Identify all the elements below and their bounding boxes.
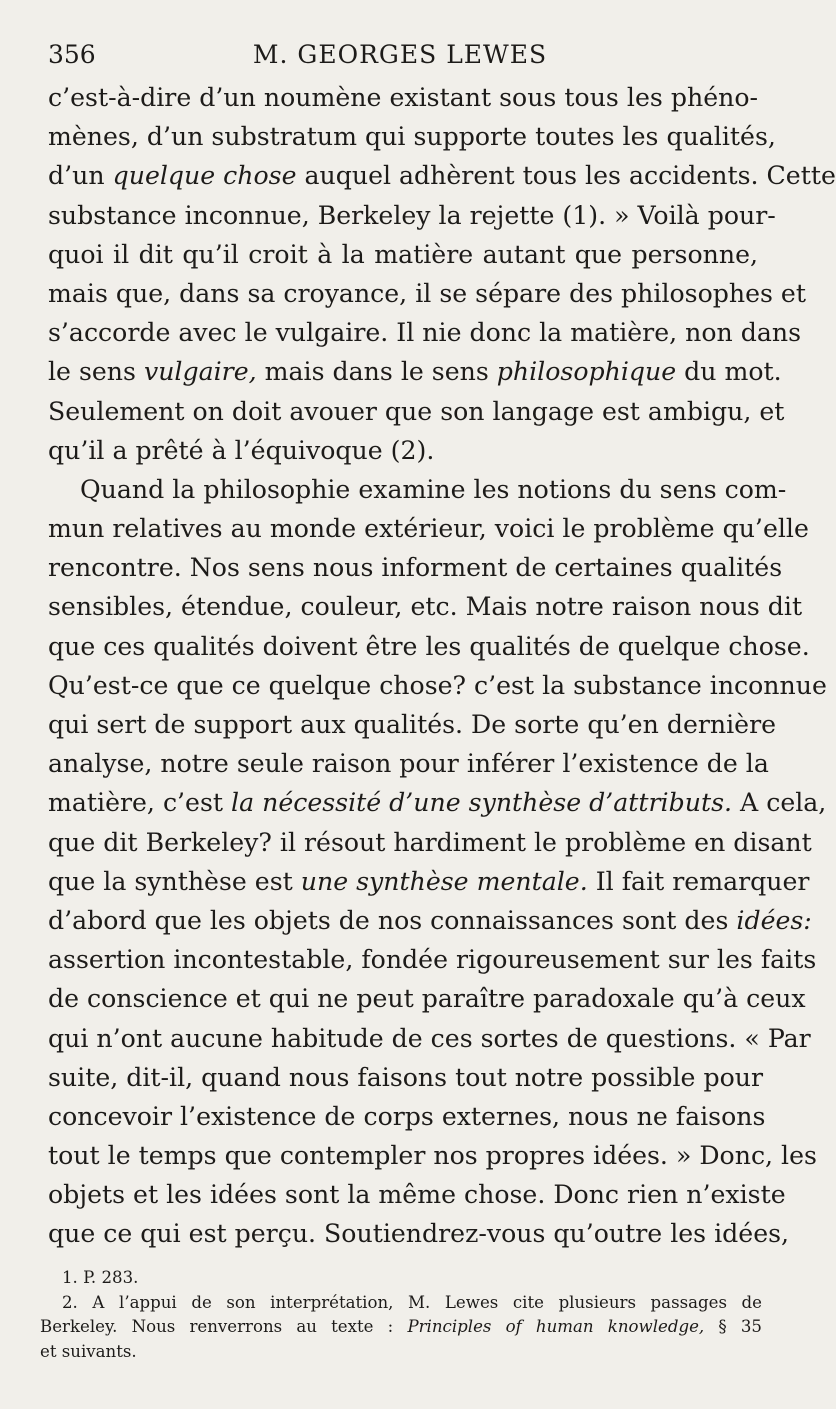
italic-phrase: la nécessité d’une synthèse d’attributs. <box>231 788 733 818</box>
text-line: que la synthèse est une synthèse mentale. Il fait remarquer <box>48 866 810 896</box>
text-line: d’abord que les objets de nos connaissances sont des idées: <box>48 905 812 935</box>
text-line: substance inconnue, Berkeley la rejette (1). » Voilà pour- <box>48 200 776 230</box>
text-line: le sens vulgaire, mais dans le sens philosophique du mot. <box>48 357 782 387</box>
body-text <box>48 78 836 1254</box>
text-line: s’accorde avec le vulgaire. Il nie donc la matière, non dans <box>48 318 802 348</box>
italic-phrase: idées: <box>736 905 812 935</box>
italic-phrase: philosophique <box>496 357 677 387</box>
text-line: que ce qui est perçu. Soutiendrez-vous qu’outre les idées, <box>48 1219 790 1249</box>
text-line: rencontre. Nos sens nous informent de certaines qualités <box>48 553 783 583</box>
italic-phrase: Principles of human knowledge, <box>407 1317 705 1336</box>
text-line: que dit Berkeley? il résout hardiment le problème en disant <box>48 827 812 857</box>
text-line: quoi il dit qu’il croit à la matière autant que personne, <box>48 239 758 269</box>
text-line: matière, c’est la nécessité d’une synthèse d’attributs. A cela, <box>48 788 827 818</box>
text-line: que ces qualités doivent être les qualités de quelque chose. <box>48 631 810 661</box>
text-line: analyse, notre seule raison pour inférer l’existence de la <box>48 749 769 779</box>
text-line: objets et les idées sont la même chose. Donc rien n’existe <box>48 1180 786 1210</box>
italic-phrase: une synthèse mentale. <box>300 866 588 896</box>
text-line: c’est-à-dire d’un noumène existant sous tous les phéno- <box>48 83 758 112</box>
text-line: Seulement on doit avouer que son langage est ambigu, et <box>48 396 785 426</box>
running-head: M. GEORGES LEWES <box>252 40 548 69</box>
italic-phrase: quelque chose <box>112 161 297 191</box>
text-line: qu’il a prêté à l’équivoque (2). <box>48 435 435 465</box>
footnote-line: 1. P. 283. <box>62 1268 139 1287</box>
text-line: tout le temps que contempler nos propres idées. » Donc, les <box>48 1141 817 1171</box>
page-number: 356 <box>48 40 96 69</box>
text-line: qui n’ont aucune habitude de ces sortes de questions. « Par <box>48 1023 811 1053</box>
footnote-line: Berkeley. Nous renverrons au texte : Principles of human knowledge, § 35 <box>40 1317 762 1336</box>
text-line: mènes, d’un substratum qui supporte toutes les qualités, <box>48 122 776 152</box>
italic-phrase: vulgaire, <box>143 357 257 387</box>
text-line: de conscience et qui ne peut paraître paradoxale qu’à ceux <box>48 984 806 1014</box>
text-line: mun relatives au monde extérieur, voici le problème qu’elle <box>48 514 809 544</box>
text-line: concevoir l’existence de corps externes, nous ne faisons <box>48 1101 766 1131</box>
footnote-line: 2. A l’appui de son interprétation, M. Lewes cite plusieurs passages de <box>62 1292 762 1312</box>
text-line: qui sert de support aux qualités. De sorte qu’en dernière <box>48 710 777 739</box>
text-line: mais que, dans sa croyance, il se sépare des philosophes et <box>48 278 806 308</box>
text-line: d’un quelque chose auquel adhèrent tous les accidents. Cette <box>48 161 836 191</box>
text-line: assertion incontestable, fondée rigoureusement sur les faits <box>48 945 817 975</box>
footnotes <box>40 1266 762 1364</box>
footnote-line: et suivants. <box>40 1341 137 1361</box>
text-line: Qu’est-ce que ce quelque chose? c’est la substance inconnue <box>48 670 827 700</box>
text-line: Quand la philosophie examine les notions du sens com- <box>80 474 787 504</box>
text-line: suite, dit-il, quand nous faisons tout notre possible pour <box>48 1062 764 1092</box>
page-header <box>48 38 752 72</box>
text-line: sensibles, étendue, couleur, etc. Mais notre raison nous dit <box>48 592 803 622</box>
